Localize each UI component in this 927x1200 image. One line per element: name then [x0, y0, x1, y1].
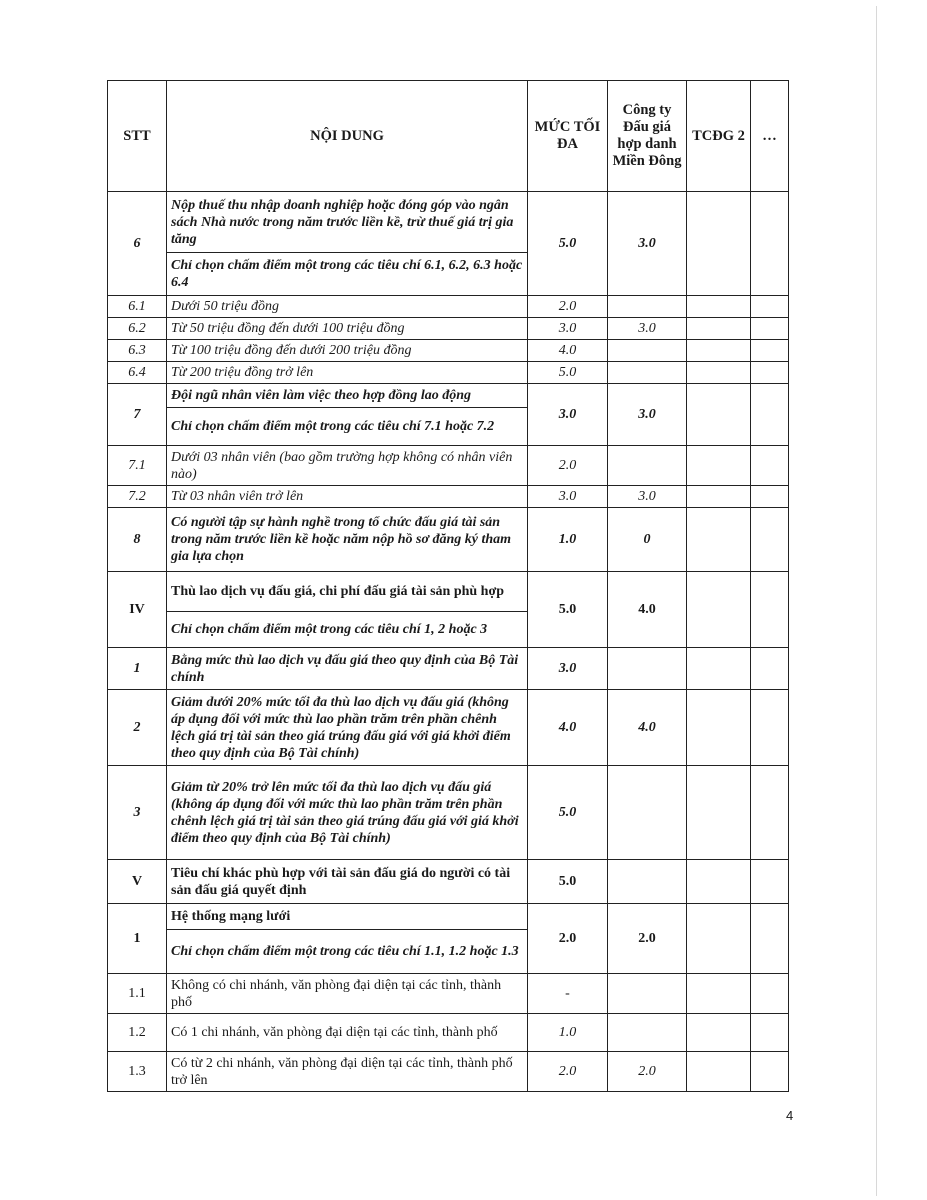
cell-max: 5.0	[528, 572, 608, 648]
header-stt: STT	[108, 81, 167, 192]
table-row	[108, 340, 789, 362]
cell-more	[751, 572, 789, 648]
cell-max: 2.0	[528, 1052, 608, 1092]
cell-content: Nộp thuế thu nhập doanh nghiệp hoặc đóng góp vào ngân sách Nhà nước trong năm trước liền kề, trừ thuế giá trị gia tăng	[167, 192, 528, 253]
cell-content: Chỉ chọn chấm điểm một trong các tiêu chí 1, 2 hoặc 3	[167, 612, 528, 648]
cell-max: 3.0	[528, 318, 608, 340]
cell-tcdg2	[687, 362, 751, 384]
table-row	[108, 1014, 789, 1052]
cell-content: Hệ thống mạng lưới	[167, 904, 528, 930]
table-row	[108, 572, 789, 612]
cell-max: -	[528, 974, 608, 1014]
cell-max: 3.0	[528, 486, 608, 508]
cell-content: Có 1 chi nhánh, văn phòng đại diện tại các tỉnh, thành phố	[167, 1014, 528, 1052]
cell-company	[608, 296, 687, 318]
cell-content: Đội ngũ nhân viên làm việc theo hợp đồng lao động	[167, 384, 528, 408]
cell-stt: 7.2	[108, 486, 167, 508]
cell-max: 5.0	[528, 860, 608, 904]
cell-content: Tiêu chí khác phù hợp với tài sản đấu giá do người có tài sản đấu giá quyết định	[167, 860, 528, 904]
cell-company: 2.0	[608, 1052, 687, 1092]
cell-company: 4.0	[608, 690, 687, 766]
cell-max: 3.0	[528, 648, 608, 690]
cell-tcdg2	[687, 486, 751, 508]
cell-company	[608, 974, 687, 1014]
cell-content: Không có chi nhánh, văn phòng đại diện tại các tỉnh, thành phố	[167, 974, 528, 1014]
cell-max: 2.0	[528, 296, 608, 318]
cell-company	[608, 648, 687, 690]
cell-content: Bằng mức thù lao dịch vụ đấu giá theo quy định của Bộ Tài chính	[167, 648, 528, 690]
table-row	[108, 446, 789, 486]
cell-tcdg2	[687, 296, 751, 318]
cell-content: Có từ 2 chi nhánh, văn phòng đại diện tại các tỉnh, thành phố trở lên	[167, 1052, 528, 1092]
cell-max: 2.0	[528, 904, 608, 974]
cell-stt: 6.1	[108, 296, 167, 318]
table-row	[108, 690, 789, 766]
cell-tcdg2	[687, 508, 751, 572]
cell-max: 5.0	[528, 362, 608, 384]
cell-stt: 1	[108, 904, 167, 974]
cell-more	[751, 766, 789, 860]
table-row	[108, 508, 789, 572]
cell-more	[751, 974, 789, 1014]
cell-content: Từ 200 triệu đồng trở lên	[167, 362, 528, 384]
cell-tcdg2	[687, 318, 751, 340]
table-row	[108, 318, 789, 340]
cell-content: Dưới 03 nhân viên (bao gồm trường hợp không có nhân viên nào)	[167, 446, 528, 486]
cell-stt: 6.2	[108, 318, 167, 340]
cell-tcdg2	[687, 192, 751, 296]
table-row	[108, 1052, 789, 1092]
cell-content: Từ 50 triệu đồng đến dưới 100 triệu đồng	[167, 318, 528, 340]
cell-more	[751, 690, 789, 766]
cell-company: 0	[608, 508, 687, 572]
cell-tcdg2	[687, 860, 751, 904]
cell-company	[608, 340, 687, 362]
cell-content: Chỉ chọn chấm điểm một trong các tiêu chí 6.1, 6.2, 6.3 hoặc 6.4	[167, 253, 528, 296]
cell-stt: 1	[108, 648, 167, 690]
cell-max: 1.0	[528, 1014, 608, 1052]
cell-tcdg2	[687, 1014, 751, 1052]
cell-tcdg2	[687, 384, 751, 446]
cell-stt: 3	[108, 766, 167, 860]
cell-max: 4.0	[528, 340, 608, 362]
cell-more	[751, 486, 789, 508]
cell-company: 3.0	[608, 384, 687, 446]
cell-stt: 7.1	[108, 446, 167, 486]
header-max: MỨC TỐI ĐA	[528, 81, 608, 192]
cell-tcdg2	[687, 690, 751, 766]
table-row	[108, 486, 789, 508]
cell-stt: V	[108, 860, 167, 904]
cell-tcdg2	[687, 340, 751, 362]
cell-company	[608, 362, 687, 384]
table-row	[108, 974, 789, 1014]
cell-max: 3.0	[528, 384, 608, 446]
scoring-table	[107, 80, 789, 1092]
cell-stt: IV	[108, 572, 167, 648]
cell-content: Dưới 50 triệu đồng	[167, 296, 528, 318]
cell-tcdg2	[687, 572, 751, 648]
cell-content: Từ 100 triệu đồng đến dưới 200 triệu đồng	[167, 340, 528, 362]
header-row	[108, 81, 789, 192]
cell-content: Giảm dưới 20% mức tối đa thù lao dịch vụ đấu giá (không áp dụng đối với mức thù lao phần trăm trên phần chênh lệch giá trị tài sản theo giá trúng đấu giá với giá khởi điểm theo quy định của Bộ Tài chính)	[167, 690, 528, 766]
cell-stt: 7	[108, 384, 167, 446]
cell-content: Chỉ chọn chấm điểm một trong các tiêu chí 7.1 hoặc 7.2	[167, 408, 528, 446]
cell-tcdg2	[687, 974, 751, 1014]
cell-content: Có người tập sự hành nghề trong tổ chức đấu giá tài sản trong năm trước liền kề hoặc năm nộp hồ sơ đăng ký tham gia lựa chọn	[167, 508, 528, 572]
cell-stt: 1.1	[108, 974, 167, 1014]
cell-company	[608, 860, 687, 904]
cell-content: Từ 03 nhân viên trở lên	[167, 486, 528, 508]
cell-max: 2.0	[528, 446, 608, 486]
cell-more	[751, 446, 789, 486]
cell-company	[608, 766, 687, 860]
header-tcdg2: TCĐG 2	[687, 81, 751, 192]
table-row	[108, 362, 789, 384]
cell-stt: 6.4	[108, 362, 167, 384]
cell-more	[751, 192, 789, 296]
cell-tcdg2	[687, 1052, 751, 1092]
cell-max: 4.0	[528, 690, 608, 766]
cell-tcdg2	[687, 904, 751, 974]
cell-more	[751, 860, 789, 904]
cell-company: 2.0	[608, 904, 687, 974]
cell-content: Thù lao dịch vụ đấu giá, chi phí đấu giá tài sản phù hợp	[167, 572, 528, 612]
cell-more	[751, 648, 789, 690]
cell-more	[751, 296, 789, 318]
cell-stt: 1.2	[108, 1014, 167, 1052]
table-row	[108, 904, 789, 930]
table-row	[108, 192, 789, 253]
cell-company	[608, 1014, 687, 1052]
cell-stt: 6.3	[108, 340, 167, 362]
header-content: NỘI DUNG	[167, 81, 528, 192]
cell-content: Chỉ chọn chấm điểm một trong các tiêu chí 1.1, 1.2 hoặc 1.3	[167, 930, 528, 974]
table-row	[108, 296, 789, 318]
cell-tcdg2	[687, 766, 751, 860]
cell-company: 3.0	[608, 192, 687, 296]
cell-more	[751, 904, 789, 974]
cell-company	[608, 446, 687, 486]
table-row	[108, 648, 789, 690]
table-row	[108, 860, 789, 904]
cell-more	[751, 384, 789, 446]
cell-max: 5.0	[528, 766, 608, 860]
header-more: …	[751, 81, 789, 192]
cell-more	[751, 1014, 789, 1052]
cell-company: 3.0	[608, 486, 687, 508]
cell-company: 3.0	[608, 318, 687, 340]
cell-more	[751, 1052, 789, 1092]
cell-max: 5.0	[528, 192, 608, 296]
cell-tcdg2	[687, 446, 751, 486]
cell-more	[751, 362, 789, 384]
table-row	[108, 766, 789, 860]
cell-more	[751, 508, 789, 572]
cell-content: Giảm từ 20% trở lên mức tối đa thù lao dịch vụ đấu giá (không áp dụng đối với mức thù lao phần trăm trên phần chênh lệch giá trị tài sản theo giá trúng đấu giá với giá khởi điểm theo quy định của Bộ Tài chính)	[167, 766, 528, 860]
cell-max: 1.0	[528, 508, 608, 572]
cell-company: 4.0	[608, 572, 687, 648]
cell-stt: 1.3	[108, 1052, 167, 1092]
cell-more	[751, 318, 789, 340]
cell-stt: 6	[108, 192, 167, 296]
cell-more	[751, 340, 789, 362]
cell-stt: 8	[108, 508, 167, 572]
cell-tcdg2	[687, 648, 751, 690]
header-company: Công ty Đấu giá hợp danh Miền Đông	[608, 81, 687, 192]
table-row	[108, 384, 789, 408]
cell-stt: 2	[108, 690, 167, 766]
page-number: 4	[786, 1108, 794, 1123]
